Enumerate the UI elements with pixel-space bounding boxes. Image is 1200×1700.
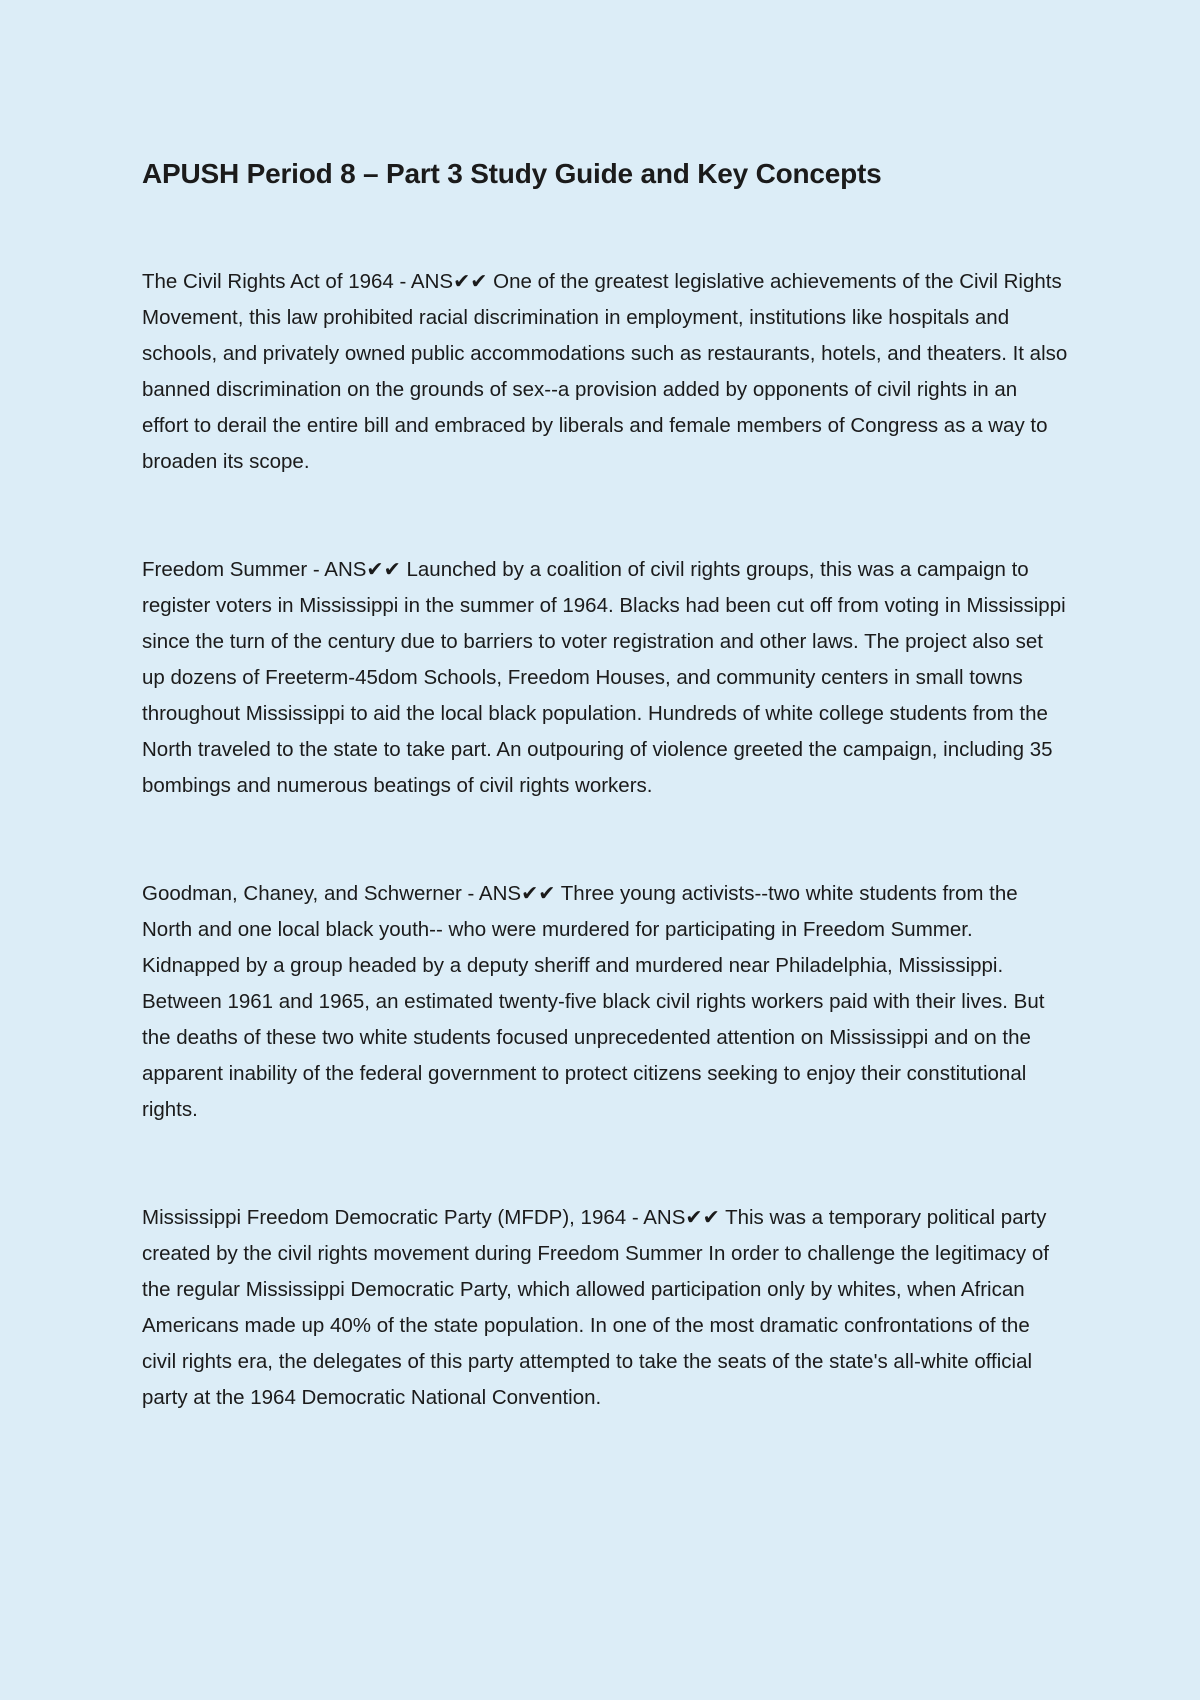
answer-marker: - ANS✔✔ bbox=[393, 270, 494, 293]
entry-definition: One of the greatest legislative achievements of the Civil Rights Movement, this law prohibited racial discrimination in employment, institutions like hospitals and schools, and privately owned public accommodations such as restaurants, hotels, and theaters. It also banned discrimination on the grounds of sex--a provision added by opponents of civil rights in an effort to derail the entire bill and embraced by liberals and female members of Congress as a way to broaden its scope. bbox=[142, 270, 1068, 473]
study-entry bbox=[142, 1200, 1068, 1416]
study-entry bbox=[142, 876, 1068, 1128]
entry-definition: This was a temporary political party created by the civil rights movement during Freedom Summer In order to challenge the legitimacy of the regular Mississippi Democratic Party, which allowed participation only by whites, when African Americans made up 40% of the state population. In one of the most dramatic confrontations of the civil rights era, the delegates of this party attempted to take the seats of the state's all-white official party at the 1964 Democratic National Convention. bbox=[142, 1206, 1049, 1409]
entry-definition: Three young activists--two white students from the North and one local black youth-- who were murdered for participating in Freedom Summer. Kidnapped by a group headed by a deputy sheriff and murdered near Philadelphia, Mississippi. Between 1961 and 1965, an estimated twenty-five black civil rights workers paid with their lives. But the deaths of these two white students focused unprecedented attention on Mississippi and on the apparent inability of the federal government to protect citizens seeking to enjoy their constitutional rights. bbox=[142, 882, 1045, 1121]
entry-term: Mississippi Freedom Democratic Party (MFDP), 1964 bbox=[142, 1206, 627, 1229]
answer-marker: - ANS✔✔ bbox=[626, 1206, 726, 1229]
answer-marker: - ANS✔✔ bbox=[307, 558, 407, 581]
study-entries bbox=[142, 264, 1068, 1416]
answer-marker: - ANS✔✔ bbox=[461, 882, 561, 905]
study-entry bbox=[142, 552, 1068, 804]
study-entry bbox=[142, 264, 1068, 480]
entry-term: Goodman, Chaney, and Schwerner bbox=[142, 882, 462, 905]
entry-term: Freedom Summer bbox=[142, 558, 308, 581]
document-title: APUSH Period 8 – Part 3 Study Guide and Key Concepts bbox=[142, 158, 882, 189]
entry-definition: Launched by a coalition of civil rights groups, this was a campaign to register voters in Mississippi in the summer of 1964. Blacks had been cut off from voting in Mississippi since the turn of the century due to barriers to voter registration and other laws. The project also set up dozens of Freeterm-45dom Schools, Freedom Houses, and community centers in small towns throughout Mississippi to aid the local black population. Hundreds of white college students from the North traveled to the state to take part. An outpouring of violence greeted the campaign, including 35 bombings and numerous beatings of civil rights workers. bbox=[142, 558, 1066, 797]
entry-term: The Civil Rights Act of 1964 bbox=[142, 270, 394, 293]
